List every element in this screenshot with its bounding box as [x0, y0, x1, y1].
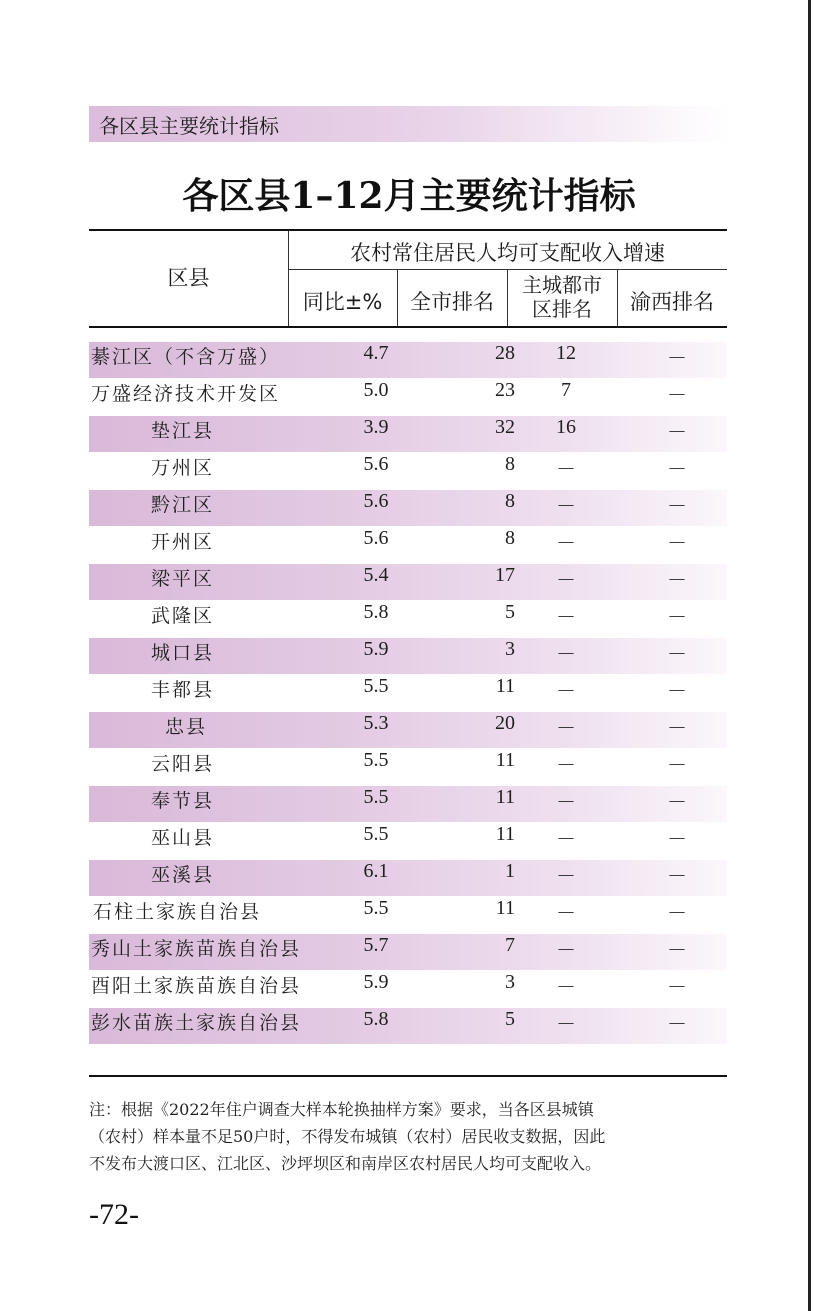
district-name: 黔江区 — [151, 494, 215, 516]
city-rank: 11 — [495, 675, 515, 697]
city-rank: 3 — [505, 638, 515, 660]
table-row — [89, 1008, 727, 1044]
table-top-rule — [89, 229, 727, 231]
district-name: 綦江区（不含万盛） — [91, 346, 281, 368]
west-rank: － — [667, 348, 687, 370]
main-city-rank: － — [556, 607, 576, 629]
main-city-rank: 12 — [556, 342, 576, 364]
yoy-value: 6.1 — [363, 860, 389, 882]
table-row — [89, 971, 727, 1007]
page-title: 各区县1–12月主要统计指标 — [182, 175, 636, 217]
table-row — [89, 379, 727, 415]
main-city-rank: － — [556, 570, 576, 592]
header-district: 区县 — [167, 266, 210, 290]
city-rank: 11 — [495, 786, 515, 808]
city-rank: 11 — [495, 749, 515, 771]
west-rank: － — [667, 940, 687, 962]
table-row — [89, 564, 727, 600]
header-west-rank: 渝西排名 — [630, 290, 714, 314]
page-edge-line — [808, 0, 811, 1311]
yoy-value: 5.3 — [363, 712, 389, 734]
city-rank: 1 — [505, 860, 515, 882]
west-rank: － — [667, 533, 687, 555]
city-rank: 23 — [495, 379, 515, 401]
district-name: 梁平区 — [151, 568, 215, 590]
main-city-rank: － — [556, 644, 576, 666]
table-row — [89, 342, 727, 378]
main-city-rank: － — [556, 1014, 576, 1036]
main-city-rank: － — [556, 681, 576, 703]
west-rank: － — [667, 385, 687, 407]
main-city-rank: － — [556, 829, 576, 851]
table-row — [89, 601, 727, 637]
footnote — [89, 1096, 729, 1177]
west-rank: － — [667, 903, 687, 925]
header-group: 农村常住居民人均可支配收入增速 — [350, 241, 665, 265]
table-row — [89, 860, 727, 896]
yoy-value: 5.9 — [363, 971, 389, 993]
yoy-value: 5.5 — [363, 675, 389, 697]
yoy-value: 5.8 — [363, 601, 389, 623]
city-rank: 11 — [495, 897, 515, 919]
yoy-value: 4.7 — [363, 342, 389, 364]
west-rank: － — [667, 681, 687, 703]
table-row — [89, 823, 727, 859]
district-name: 巫山县 — [151, 827, 215, 849]
west-rank: － — [667, 977, 687, 999]
yoy-value: 5.6 — [363, 527, 389, 549]
yoy-value: 5.5 — [363, 823, 389, 845]
district-name: 垫江县 — [151, 420, 215, 442]
main-city-rank: － — [556, 533, 576, 555]
main-city-rank: － — [556, 496, 576, 518]
yoy-value: 5.8 — [363, 1008, 389, 1030]
table-row — [89, 934, 727, 970]
yoy-value: 5.5 — [363, 786, 389, 808]
table-bottom-rule — [89, 1075, 727, 1077]
city-rank: 28 — [495, 342, 515, 364]
district-name: 石柱土家族自治县 — [93, 901, 262, 923]
city-rank: 7 — [505, 934, 515, 956]
main-city-rank: 16 — [556, 416, 576, 438]
west-rank: － — [667, 718, 687, 740]
west-rank: － — [667, 459, 687, 481]
district-name: 万州区 — [151, 457, 215, 479]
page-number: -72- — [89, 1198, 139, 1231]
header-main-rank-line1: 主城都市 — [522, 273, 602, 297]
district-name: 万盛经济技术开发区 — [91, 383, 281, 405]
table-row — [89, 416, 727, 452]
header-main-rank-line2: 区排名 — [532, 297, 592, 321]
table-row — [89, 712, 727, 748]
west-rank: － — [667, 829, 687, 851]
header-bottom-rule — [89, 326, 727, 328]
district-name: 奉节县 — [151, 790, 215, 812]
footnote-line: 不发布大渡口区、江北区、沙坪坝区和南岸区农村居民人均可支配收入。 — [89, 1154, 602, 1173]
district-name: 城口县 — [151, 642, 215, 664]
city-rank: 8 — [505, 490, 515, 512]
west-rank: － — [667, 644, 687, 666]
west-rank: － — [667, 570, 687, 592]
city-rank: 11 — [495, 823, 515, 845]
main-city-rank: － — [556, 459, 576, 481]
district-name: 酉阳土家族苗族自治县 — [91, 975, 302, 997]
west-rank: － — [667, 496, 687, 518]
table-row — [89, 527, 727, 563]
west-rank: － — [667, 607, 687, 629]
footnote-line: 注：根据《2022年住户调查大样本轮换抽样方案》要求，当各区县城镇 — [89, 1100, 594, 1119]
table-row — [89, 897, 727, 933]
header-main-rank — [507, 273, 617, 321]
west-rank: － — [667, 866, 687, 888]
table-row — [89, 490, 727, 526]
city-rank: 32 — [495, 416, 515, 438]
main-city-rank: － — [556, 903, 576, 925]
district-name: 秀山土家族苗族自治县 — [91, 938, 302, 960]
district-name: 武隆区 — [151, 605, 215, 627]
west-rank: － — [667, 755, 687, 777]
main-city-rank: － — [556, 866, 576, 888]
table-row — [89, 786, 727, 822]
table-row — [89, 638, 727, 674]
district-name: 丰都县 — [151, 679, 215, 701]
west-rank: － — [667, 422, 687, 444]
west-rank: － — [667, 1014, 687, 1036]
yoy-value: 5.6 — [363, 490, 389, 512]
district-name: 云阳县 — [151, 753, 215, 775]
main-city-rank: － — [556, 792, 576, 814]
main-city-rank: － — [556, 755, 576, 777]
yoy-value: 5.7 — [363, 934, 389, 956]
district-name: 巫溪县 — [151, 864, 215, 886]
header-yoy: 同比±% — [302, 290, 383, 314]
yoy-value: 5.5 — [363, 749, 389, 771]
yoy-value: 5.9 — [363, 638, 389, 660]
yoy-value: 5.4 — [363, 564, 389, 586]
yoy-value: 5.6 — [363, 453, 389, 475]
main-city-rank: － — [556, 940, 576, 962]
table-row — [89, 675, 727, 711]
footnote-line: （农村）样本量不足50户时，不得发布城镇（农村）居民收支数据，因此 — [89, 1127, 606, 1146]
district-name: 忠县 — [165, 716, 208, 738]
city-rank: 3 — [505, 971, 515, 993]
city-rank: 17 — [495, 564, 515, 586]
city-rank: 8 — [505, 453, 515, 475]
city-rank: 20 — [495, 712, 515, 734]
west-rank: － — [667, 792, 687, 814]
city-rank: 8 — [505, 527, 515, 549]
main-city-rank: 7 — [561, 379, 571, 401]
main-city-rank: － — [556, 718, 576, 740]
yoy-value: 5.5 — [363, 897, 389, 919]
city-rank: 5 — [505, 601, 515, 623]
district-name: 彭水苗族土家族自治县 — [91, 1012, 302, 1034]
yoy-value: 3.9 — [363, 416, 389, 438]
header-city-rank: 全市排名 — [410, 290, 494, 314]
main-city-rank: － — [556, 977, 576, 999]
section-label: 各区县主要统计指标 — [99, 114, 279, 138]
yoy-value: 5.0 — [363, 379, 389, 401]
table-row — [89, 453, 727, 489]
city-rank: 5 — [505, 1008, 515, 1030]
table-row — [89, 749, 727, 785]
district-name: 开州区 — [151, 531, 215, 553]
